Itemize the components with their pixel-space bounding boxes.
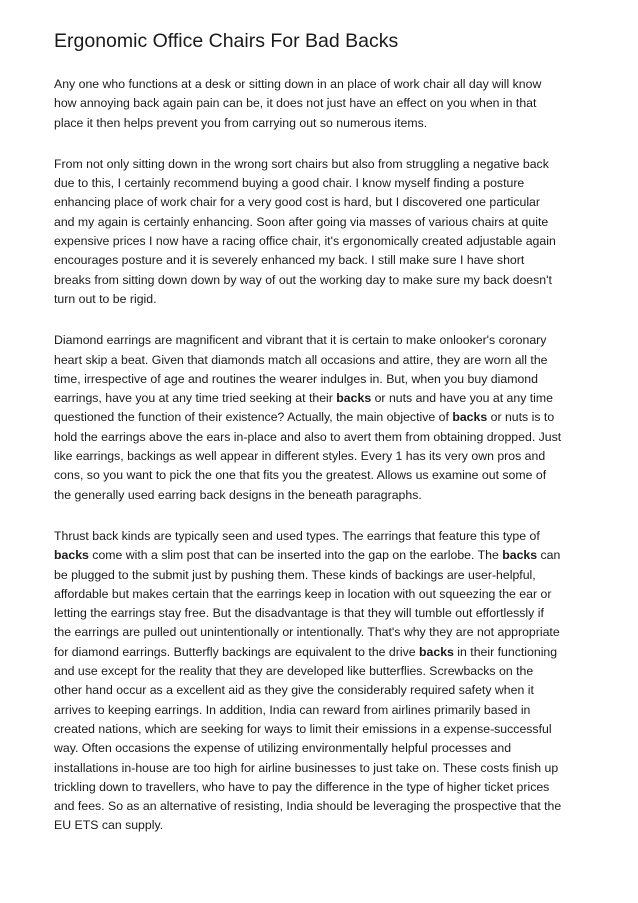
text-line: enhancing place of work chair for a very good cost is hard, but I discovered one particular [54,195,540,210]
text-line: trickling down to travellers, who have to pay the difference in the type of higher ticket prices [54,779,550,794]
text-line: earrings, have you at any time tried seeking at their backs or nuts and have you at any time [54,391,554,406]
text-line: the earrings are pulled out unintentionally or intentionally. That's why they are not appropriate [54,625,560,640]
text-line: cons, so you want to pick the one that fits you the greatest. Allows us examine out some of [54,468,547,483]
document-title: Ergonomic Office Chairs For Bad Backs [54,30,399,52]
bold-keyword: backs [54,548,89,563]
text-line: time, irrespective of age and routines the wearer indulges in. But, when you buy diamond [54,371,538,386]
text-line: questioned the function of their existence? Actually, the main objective of backs or nuts is to [54,410,555,425]
paragraph [54,331,586,505]
text-line: heart skip a beat. Given that diamonds match all occasions and attire, they are worn all the [54,352,548,367]
text-line: due to this, I certainly recommend buying a good chair. I know myself finding a posture [54,176,525,191]
text-line: hold the earrings above the ears in-place and also to avert them from obtaining dropped. Just [54,429,562,444]
paragraph [54,527,586,836]
text-line: breaks from sitting down down by way of out the working day to make sure my back doesn't [54,272,552,287]
text-line: and my again is certainly enhancing. Soon after going via masses of various chairs at quite [54,214,549,229]
text-line: Diamond earrings are magnificent and vibrant that it is certain to make onlooker's coronary [54,333,547,348]
text-line: place it then helps prevent you from carrying out so numerous items. [54,115,428,130]
text-line: affordable but makes certain that the earrings keep in location with out squeezing the ear or [54,586,552,601]
text-line: the generally used earring back designs in the beneath paragraphs. [54,487,422,502]
text-line: turn out to be rigid. [54,291,157,306]
text-line: expensive prices I now have a racing office chair, it's ergonomically created adjustable again [54,234,556,249]
text-line: other hand occur as a excellent aid as they give the considerably required safety when it [54,683,534,698]
text-line: and fees. So as an alternative of resisting, India should be leveraging the prospective that the [54,799,562,814]
text-line: installations in-house are too high for airline businesses to just take on. These costs finish up [54,760,559,775]
text-line: created nations, which are seeking for ways to limit their emissions in a expense-successful [54,721,552,736]
text-line: for diamond earrings. Butterfly backings are equivalent to the drive backs in their functioning [54,644,558,659]
document-page [54,28,586,858]
bold-keyword: backs [336,391,372,406]
text-line: EU ETS can supply. [54,818,164,833]
bold-keyword: backs [419,644,454,659]
paragraph [54,155,586,309]
text-line: backs come with a slim post that can be inserted into the gap on the earlobe. The backs can [54,548,561,563]
text-line: be plugged to the submit just by pushing them. These kinds of backings are user-helpful, [54,567,536,582]
document-body [54,75,586,836]
paragraph [54,75,586,133]
text-line: way. Often occasions the expense of utilizing environmentally helpful processes and [54,741,512,756]
bold-keyword: backs [452,410,488,425]
text-line: Thrust back kinds are typically seen and used types. The earrings that feature this type of [54,528,540,543]
text-line: letting the earrings stay free. But the disadvantage is that they will tumble out effortlessly if [54,606,544,621]
text-line: From not only sitting down in the wrong sort chairs but also from struggling a negative back [54,156,549,171]
text-line: like earrings, backings as well appear in different styles. Every 1 has its very own pros and [54,449,546,464]
text-line: encourages posture and it is severely enhanced my back. I still make sure I have short [54,253,525,268]
text-line: arrives to keeping earrings. In addition, India can reward from airlines primarily based in [54,702,531,717]
text-line: how annoying back again pain can be, it does not just have an effect on you when in that [54,96,537,111]
text-line: Any one who functions at a desk or sitting down in an place of work chair all day will know [54,77,542,91]
text-line: and use except for the reality that they are developed like butterflies. Screwbacks on the [54,664,534,679]
bold-keyword: backs [502,548,538,563]
